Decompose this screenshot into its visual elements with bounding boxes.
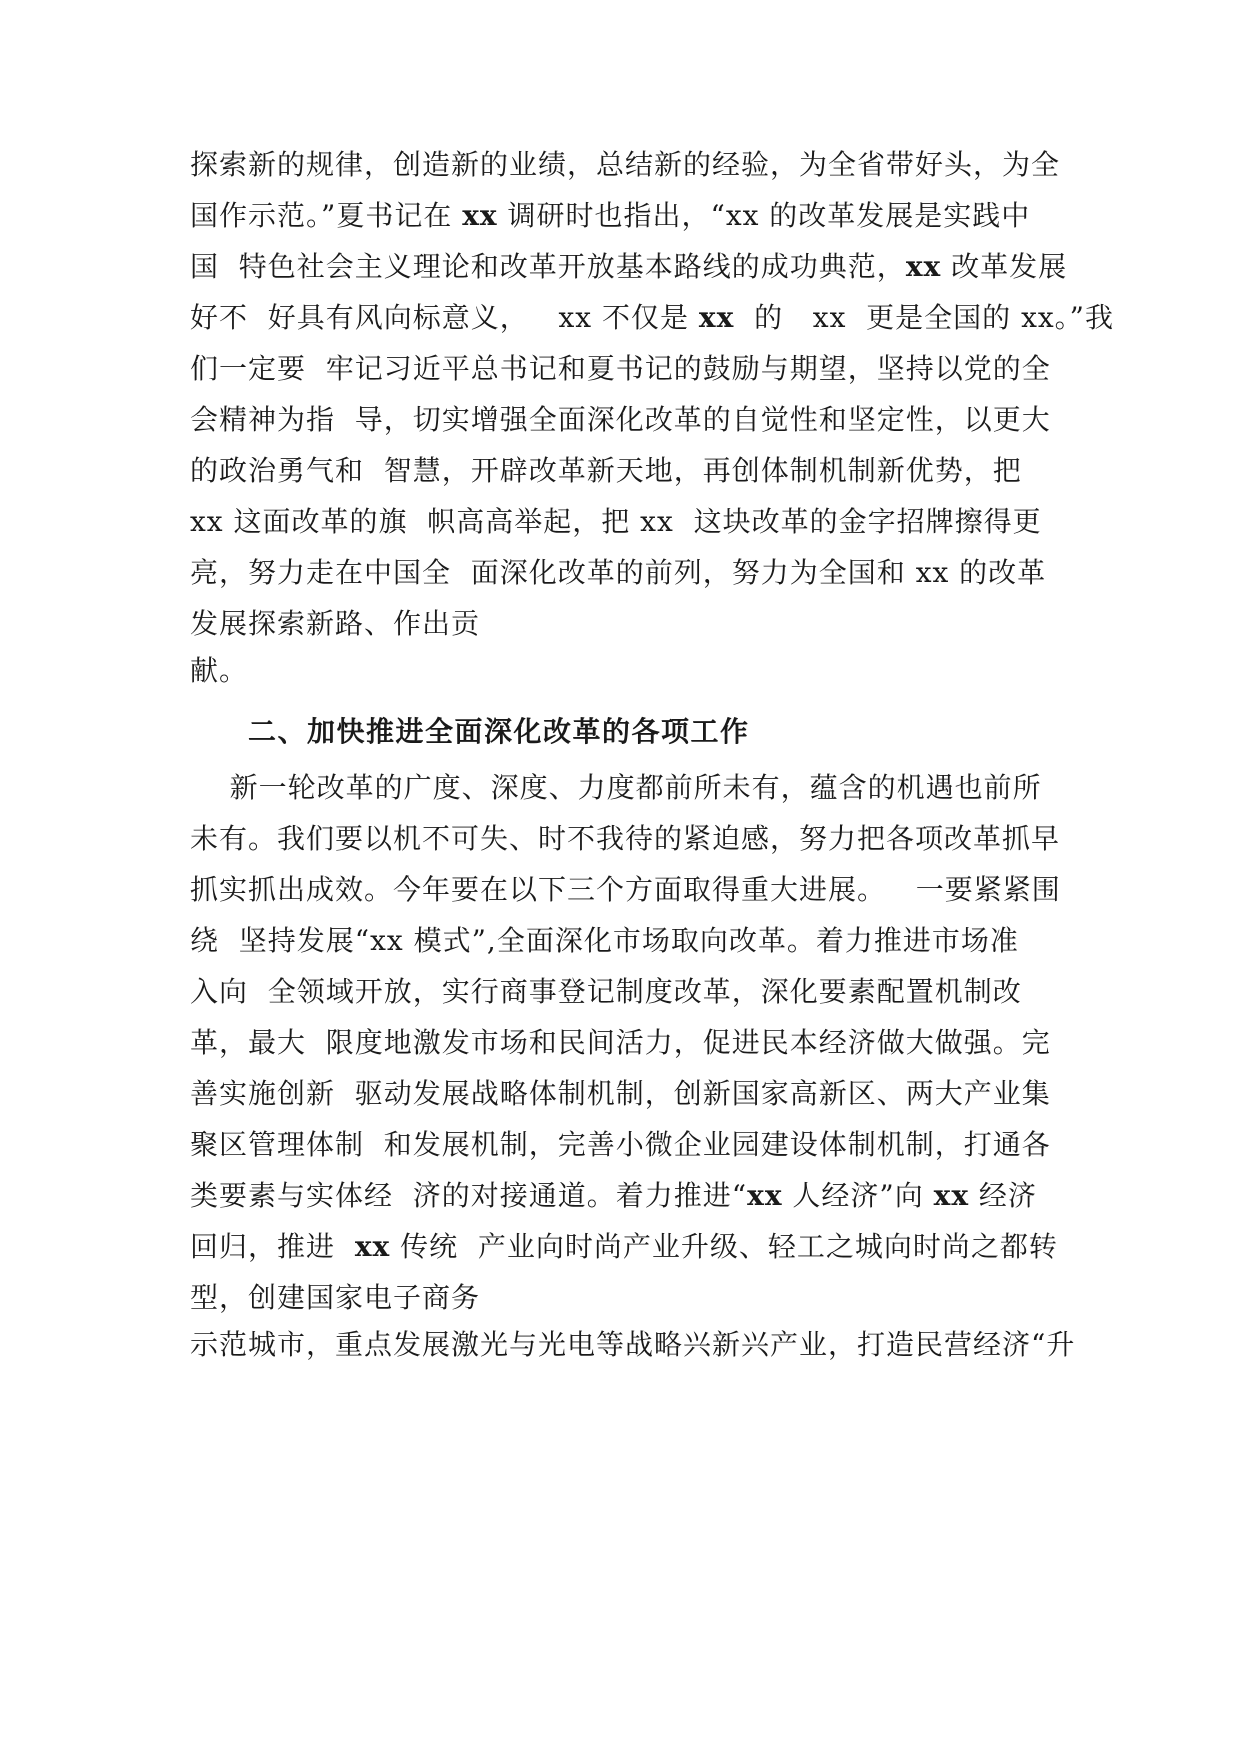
- text-line: [190, 604, 480, 644]
- text-run: 献。: [190, 654, 249, 687]
- text-run: 会精神为指 导，切实增强全面深化改革的自觉性和坚定性，以更大: [190, 403, 1051, 436]
- text-run: 未有。我们要以机不可失、时不我待的紧迫感，努力把各项改革抓早: [190, 822, 1061, 855]
- text-run: 聚区管理体制 和发展机制，完善小微企业园建设体制机制，打通各: [190, 1128, 1051, 1161]
- text-run: 绕 坚持发展“xx 模式”,全面深化市场取向改革。着力推进市场准: [190, 924, 1019, 957]
- bold-text-run: xx: [462, 199, 498, 232]
- text-line: [190, 1278, 480, 1318]
- text-run: 的 xx 更是全国的 xx。”我: [734, 301, 1114, 334]
- text-run: 示范城市，重点发展激光与光电等战略兴新兴产业，打造民营经济“升: [190, 1328, 1076, 1361]
- text-line: [190, 921, 1019, 961]
- text-line: [190, 1125, 1051, 1165]
- text-run: 探索新的规律，创造新的业绩，总结新的经验，为全省带好头，为全: [190, 148, 1061, 181]
- text-run: 的政治勇气和 智慧，开辟改革新天地，再创体制机制新优势，把: [190, 454, 1022, 487]
- text-line: [190, 502, 1042, 542]
- text-run: 入向 全领域开放，实行商事登记制度改革，深化要素配置机制改: [190, 975, 1022, 1008]
- text-run: 发展探索新路、作出贡: [190, 607, 481, 640]
- text-line: [190, 1074, 1051, 1114]
- text-run: 抓实抓出成效。今年要在以下三个方面取得重大进展。 一要紧紧围: [190, 873, 1061, 906]
- text-line: [190, 451, 1022, 491]
- text-line: [190, 651, 248, 691]
- text-run: 善实施创新 驱动发展战略体制机制，创新国家高新区、两大产业集: [190, 1077, 1051, 1110]
- bold-text-run: xx: [933, 1179, 970, 1212]
- text-line: [190, 819, 1060, 859]
- text-run: 好不 好具有风向标意义， xx 不仅是: [190, 301, 699, 334]
- text-run: 调研时也指出，“xx 的改革发展是实践中: [497, 199, 1031, 232]
- text-line: [190, 972, 1022, 1012]
- text-line: [190, 298, 1114, 338]
- text-run: 革，最大 限度地激发市场和民间活力，促进民本经济做大做强。完: [190, 1026, 1051, 1059]
- text-line: [190, 247, 1067, 287]
- text-line: [190, 1325, 1075, 1365]
- text-run: 国 特色社会主义理论和改革开放基本路线的成功典范，: [190, 250, 906, 283]
- text-run: 人经济”向: [782, 1179, 934, 1212]
- text-run: 新一轮改革的广度、深度、力度都前所未有，蕴含的机遇也前所: [190, 771, 1042, 804]
- text-run: 传统 产业向时尚产业升级、轻工之城向时尚之都转: [390, 1230, 1058, 1263]
- text-line: [190, 768, 1042, 808]
- section-heading: 二、加快推进全面深化改革的各项工作: [248, 715, 750, 748]
- bold-text-run: xx: [747, 1179, 783, 1212]
- text-line: [190, 349, 1051, 389]
- text-line: [190, 1176, 1037, 1216]
- text-run: 类要素与实体经 济的对接通道。着力推进“: [190, 1179, 748, 1212]
- text-run: 改革发展: [941, 250, 1068, 283]
- text-line: [190, 1227, 1058, 1267]
- text-line: [190, 145, 1060, 185]
- text-run: 回归，推进: [190, 1230, 355, 1263]
- bold-text-run: xx: [354, 1230, 391, 1263]
- text-run: xx 这面改革的旗 帜高高举起，把 xx 这块改革的金字招牌擦得更: [190, 505, 1042, 538]
- bold-text-run: xx: [905, 250, 942, 283]
- text-run: 国作示范。”夏书记在: [190, 199, 463, 232]
- text-run: 经济: [969, 1179, 1037, 1212]
- bold-text-run: xx: [698, 301, 735, 334]
- text-line: [190, 1023, 1051, 1063]
- text-run: 亮，努力走在中国全 面深化改革的前列，努力为全国和 xx 的改革: [190, 556, 1047, 589]
- text-run: 们一定要 牢记习近平总书记和夏书记的鼓励与期望，坚持以党的全: [190, 352, 1051, 385]
- text-line: [190, 196, 1030, 236]
- text-line: [190, 553, 1046, 593]
- text-line: [190, 870, 1061, 910]
- text-line: [190, 400, 1051, 440]
- text-run: 型，创建国家电子商务: [190, 1281, 481, 1314]
